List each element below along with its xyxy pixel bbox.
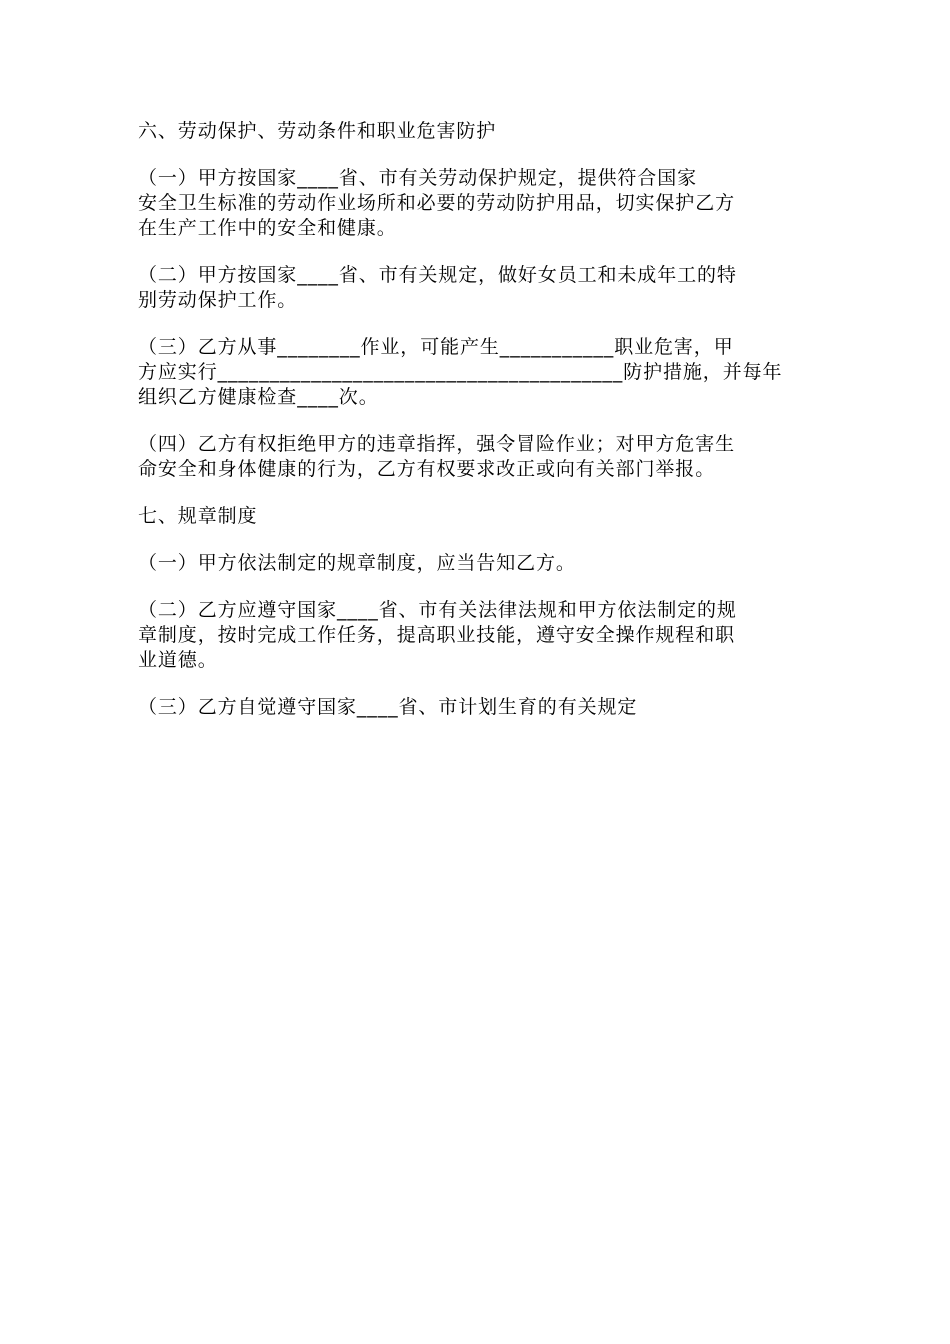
paragraph-line: （一）甲方按国家____省、市有关劳动保护规定，提供符合国家: [138, 167, 698, 189]
paragraph-labor-protection-4: [138, 432, 828, 482]
paragraph-line: （二）乙方应遵守国家____省、市有关法律法规和甲方依法制定的规: [138, 599, 737, 621]
paragraph-rules-3: [138, 695, 828, 720]
document-body: [138, 119, 828, 720]
paragraph-labor-protection-3: [138, 335, 828, 410]
section-heading-rules: 七、规章制度: [138, 505, 258, 527]
paragraph-rules-2: [138, 598, 828, 673]
paragraph-line: 安全卫生标准的劳动作业场所和必要的劳动防护用品，切实保护乙方: [138, 192, 736, 214]
paragraph-line: 章制度，按时完成工作任务，提高职业技能，遵守安全操作规程和职: [138, 624, 736, 646]
paragraph-rules-1: [138, 551, 828, 576]
paragraph-line: （三）乙方自觉遵守国家____省、市计划生育的有关规定: [138, 696, 638, 718]
paragraph-line: 业道德。: [138, 649, 218, 671]
paragraph-labor-protection-2: [138, 263, 828, 313]
paragraph-line: （一）甲方依法制定的规章制度，应当告知乙方。: [138, 552, 576, 574]
paragraph-line: （四）乙方有权拒绝甲方的违章指挥，强令冒险作业；对甲方危害生: [138, 433, 736, 455]
paragraph-line: 方应实行_______________________________________防护措施，并每年: [138, 361, 783, 383]
paragraph-line: 命安全和身体健康的行为，乙方有权要求改正或向有关部门举报。: [138, 458, 716, 480]
paragraph-line: 别劳动保护工作。: [138, 289, 298, 311]
paragraph-labor-protection-1: [138, 166, 828, 241]
paragraph-line: 组织乙方健康检查____次。: [138, 386, 379, 408]
paragraph-line: （三）乙方从事________作业，可能产生___________职业危害，甲: [138, 336, 734, 358]
paragraph-line: 在生产工作中的安全和健康。: [138, 217, 397, 239]
paragraph-line: （二）甲方按国家____省、市有关规定，做好女员工和未成年工的特: [138, 264, 737, 286]
section-heading-labor-protection: 六、劳动保护、劳动条件和职业危害防护: [138, 120, 497, 142]
